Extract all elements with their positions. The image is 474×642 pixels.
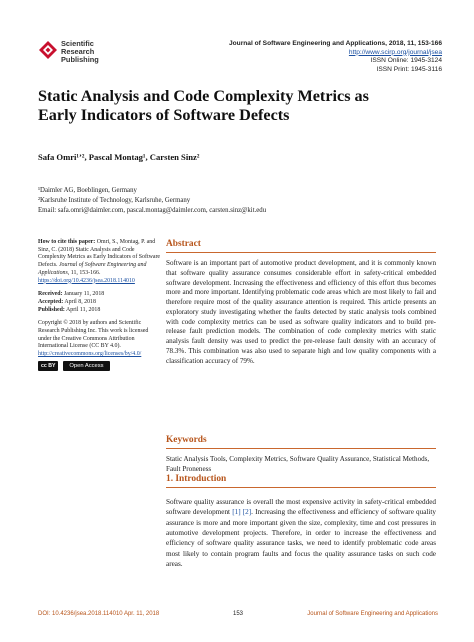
abstract-text: Software is an important part of automotive product development, and it is commonly known that software quality assurance consumes considerable effort in safety-critical embedded software development. Increasing the effectiveness and efficiency of this effort thus becomes more and more important. Identifying problematic code areas which are most likely to fail and therefore require most of the quality assurance attention is required. This article presents an exploratory study investigating whether the faults detected by static analysis tools combined with code complexity metrics can be used as software quality indicators and to build pre-release fault prediction models. The combination of code complexity metrics with static analysis fault density was used to predict the pre-release fault density with an accuracy of 78.3%. This combination was also used to separate high and low quality components with a classification accuracy of 79%.: [166, 259, 436, 365]
introduction-section: [166, 474, 436, 569]
article-sidebar: [38, 239, 162, 377]
email-line: Email: safa.omri@daimler.com, pascal.montag@daimler.com, carsten.sinz@kit.edu: [38, 207, 267, 214]
publisher-logo: [38, 40, 130, 64]
open-access-badge: Open Access: [63, 361, 109, 371]
page-number: 153: [233, 611, 244, 617]
published-label: Published:: [38, 306, 65, 313]
title-line: Early Indicators of Software Defects: [38, 106, 290, 124]
affiliation-2: ²Karlsruhe Institute of Technology, Karlsruhe, Germany: [38, 197, 191, 204]
introduction-heading: 1. Introduction: [166, 474, 227, 484]
footer-doi: DOI: 10.4236/jsea.2018.114010 Apr. 11, 2018: [38, 611, 160, 617]
affiliations: [38, 186, 266, 216]
license-link[interactable]: http://creativecommons.org/licenses/by/4.0/: [38, 351, 142, 358]
received-label: Received:: [38, 291, 63, 298]
section-divider: [166, 448, 436, 449]
keywords-section: [166, 435, 436, 474]
published-date: [38, 307, 162, 315]
published-value: April 11, 2018: [64, 306, 101, 313]
citation-block: [38, 239, 162, 285]
accepted-date: [38, 299, 162, 307]
affiliation-1: ¹Daimler AG, Boeblingen, Germany: [38, 187, 137, 194]
received-value: January 11, 2018: [62, 291, 105, 298]
received-date: [38, 291, 162, 299]
section-divider: [166, 252, 436, 253]
cite-journal: Journal of Software Engineering and Applications: [38, 262, 147, 276]
intro-text-a: Software quality assurance is overall the most expensive activity in safety-critical embedded software development: [166, 498, 436, 517]
logo-line: Research: [61, 47, 95, 56]
cite-tail: , 11, 153-166.: [67, 269, 101, 276]
abstract-section: [166, 239, 436, 366]
author-list: Safa Omri¹ʼ², Pascal Montag¹, Carsten Sinz²: [38, 152, 200, 162]
copyright-text: Copyright © 2018 by authors and Scientific Research Publishing Inc. This work is licensed under the Creative Commons Attribution International License (CC BY 4.0).: [38, 320, 149, 350]
journal-citation: Journal of Software Engineering and Applications, 2018, 11, 153-166: [228, 40, 442, 47]
intro-text-b: . Increasing the effectiveness and efficiency of software quality assurance is more and more important given the size, complexity, time and cost pressures in automotive development projects. Therefore, in order to increase the effectiveness and efficiency of software quality assurance tasks, we need to identify problematic code areas most likely to contain program faults and focus the quality assurance tasks on such code areas.: [166, 508, 437, 568]
logo-line: Publishing: [61, 55, 99, 64]
abstract-heading: Abstract: [166, 239, 201, 249]
copyright-block: [38, 320, 162, 371]
journal-info: [229, 40, 442, 74]
title-line: Static Analysis and Code Complexity Metrics as: [38, 87, 369, 105]
accepted-value: April 8, 2018: [63, 298, 96, 305]
dates-block: [38, 291, 162, 314]
license-badges: [38, 361, 162, 371]
journal-url-link[interactable]: http://www.scirp.org/journal/jsea: [348, 48, 442, 56]
logo-line: Scientific: [61, 39, 94, 48]
reference-link-1[interactable]: [1]: [232, 508, 241, 517]
keywords-text: Static Analysis Tools, Complexity Metrics, Software Quality Assurance, Statistical Methods, Fault Proneness: [166, 455, 430, 473]
cite-doi-link[interactable]: https://doi.org/10.4236/jsea.2018.114010: [38, 277, 135, 284]
issn-print: ISSN Print: 1945-3116: [376, 65, 442, 73]
logo-text: [61, 40, 99, 64]
cite-label: How to cite this paper:: [38, 239, 96, 245]
scirp-logo-icon: [38, 40, 58, 60]
accepted-label: Accepted:: [38, 298, 64, 305]
footer-journal: Journal of Software Engineering and Applications: [307, 611, 438, 617]
cite-text: Omri, S., Montag, P. and Sinz, C. (2018) Static Analysis and Code Complexity Metrics as Early Indicators of Software Defects.: [38, 239, 161, 269]
reference-link-2[interactable]: [2]: [242, 508, 252, 517]
cc-by-badge: cc BY: [38, 361, 58, 371]
paper-title: [38, 87, 438, 125]
introduction-text: [166, 497, 436, 569]
section-divider: [166, 487, 436, 488]
keywords-heading: Keywords: [166, 435, 207, 445]
issn-online: ISSN Online: 1945-3124: [370, 57, 442, 65]
page-header: [0, 0, 474, 72]
